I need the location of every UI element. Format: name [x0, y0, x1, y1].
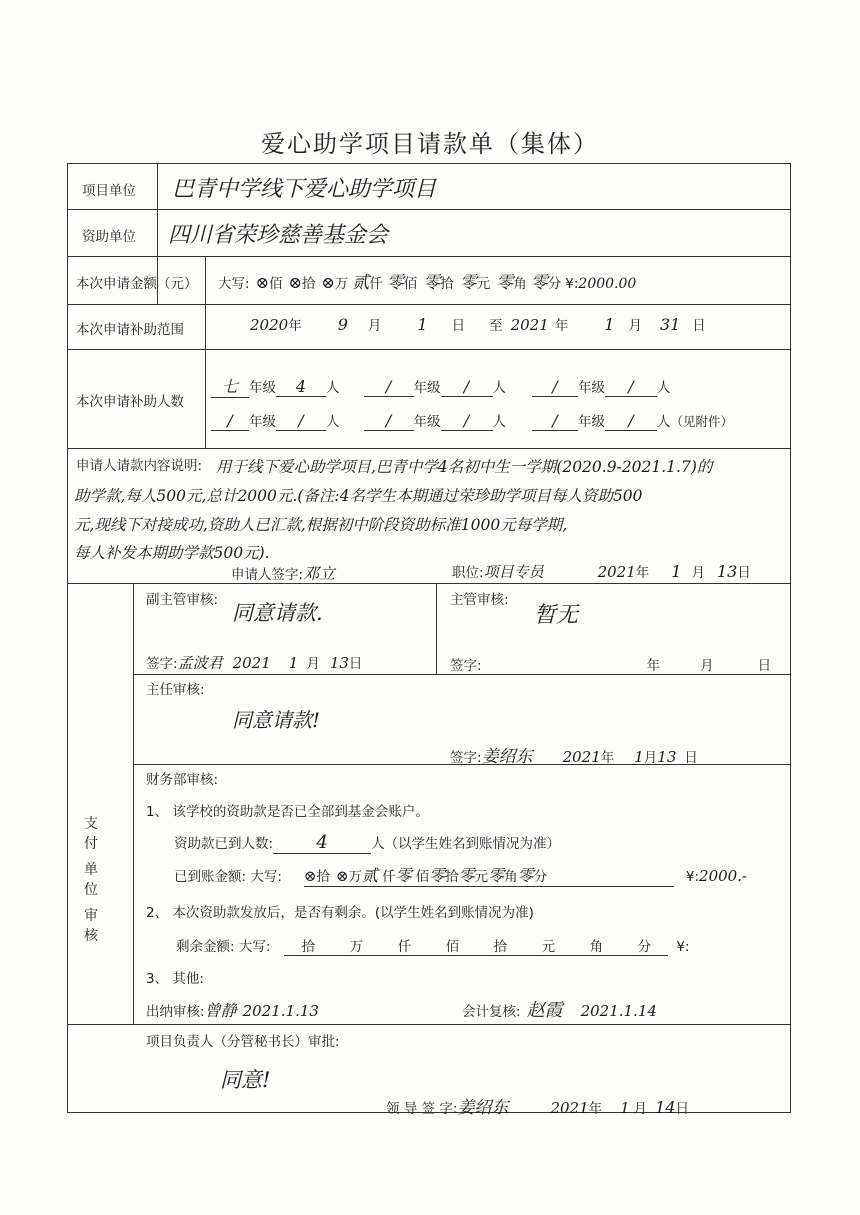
side-label-3: 审核: [84, 908, 114, 944]
amount-digit: 零: [459, 273, 477, 293]
question-1: 1、 该学校的资助款是否已全部到基金会账户。: [146, 804, 429, 820]
person-unit: 人: [492, 414, 506, 430]
amount-digit: 零: [496, 273, 514, 293]
person-unit: 人: [657, 380, 671, 396]
amount-daxie-label: 大写:: [218, 276, 250, 292]
explanation-line: 助学款,每人500元,总计2000元.(备注:4名学生本期通过荣珍助学项目每人资助500: [74, 487, 643, 505]
grade-value: /: [532, 377, 578, 397]
grade-value: /: [364, 411, 414, 431]
month-unit: 月: [643, 750, 658, 766]
count-value: 4: [276, 377, 326, 397]
arrived-digit: ⊗: [335, 867, 349, 885]
director-signer: 姜绍东: [481, 747, 533, 767]
month-unit: 月: [633, 1101, 648, 1117]
grade-unit: 年级: [413, 380, 441, 396]
rule: [68, 349, 790, 350]
arrived-unit: 分: [533, 869, 548, 885]
accountant-signer: 赵霞: [526, 1000, 563, 1021]
arrived-unit: 拾: [445, 869, 459, 885]
deputy-month: 1: [288, 654, 299, 672]
director-month: 1: [634, 748, 644, 766]
arrived-yen-label: ¥:: [685, 869, 700, 885]
arrived-unit: 拾: [316, 869, 330, 885]
apply-year: 2021: [597, 563, 636, 581]
question-2: 2、 本次资助款发放后，是否有剩余。(以学生姓名到账情况为准): [146, 905, 534, 921]
director-sign-row: [450, 742, 698, 767]
amount-digit: 零: [423, 273, 441, 293]
remain-unit: 拾: [493, 939, 508, 955]
remain-unit: 元: [541, 939, 556, 955]
rule: [133, 583, 134, 1024]
year-unit: 年: [288, 318, 302, 334]
arrived-people-value: 4: [273, 832, 371, 854]
year-unit: 年: [588, 1101, 603, 1117]
main-review-label: 主管审核:: [450, 592, 509, 608]
approval-month: 1: [620, 1099, 630, 1117]
rule: [436, 583, 437, 674]
explanation-line: 元,现线下对接成功,资助人已汇款,根据初中阶段资助标准1000元每学期,: [74, 516, 568, 534]
amount-unit: 拾: [301, 276, 316, 292]
count-value: /: [605, 377, 657, 397]
funder-value: 四川省荣珍慈善基金会: [168, 223, 389, 248]
amount-unit: 仟: [369, 276, 383, 292]
explanation-label: 申请人请款内容说明:: [76, 458, 203, 474]
accountant-label: 会计复核:: [462, 1004, 521, 1020]
arrived-people-label: 资助款已到人数:: [174, 836, 274, 852]
deputy-review-label: 副主管审核:: [146, 592, 219, 608]
remain-unit: 仟: [397, 939, 412, 955]
deputy-signer: 孟波君: [177, 654, 223, 672]
month-unit: 月: [691, 565, 705, 581]
rule: [68, 209, 790, 210]
arrived-unit: 仟: [382, 869, 396, 885]
arrived-unit: 万: [348, 869, 363, 885]
director-day: 13: [657, 748, 677, 766]
question-3: 3、 其他:: [146, 971, 204, 987]
amount-digit: 贰: [352, 273, 370, 293]
arrived-amount-row: [174, 863, 747, 887]
sign-label: 签字:: [450, 658, 482, 674]
remain-unit: 角: [589, 939, 604, 955]
rule: [205, 256, 206, 449]
year-unit: 年: [635, 565, 650, 581]
arrived-unit: 元: [474, 869, 489, 885]
director-comment: 同意请款!: [232, 708, 321, 732]
grade-unit: 年级: [578, 380, 605, 396]
month-unit: 月: [628, 318, 642, 334]
cashier-signer: 曾静: [204, 1001, 237, 1020]
amount-row: [218, 268, 636, 293]
range-label: 本次申请补助范围: [76, 322, 184, 338]
project-unit-value: 巴青中学线下爱心助学项目: [172, 177, 437, 202]
remain-row: [176, 935, 690, 956]
position-value: 项目专员: [483, 563, 544, 581]
people-row-2: [211, 410, 733, 431]
grade-value: /: [211, 411, 249, 431]
rule: [68, 304, 790, 305]
range-row: [250, 314, 706, 334]
people-note: （见附件）: [670, 414, 734, 429]
amount-unit: 拾: [440, 276, 454, 292]
amount-unit: 元: [476, 276, 491, 292]
amount-digit: ⊗: [255, 273, 269, 292]
range-end-month: 1: [604, 315, 615, 334]
day-unit: 日: [675, 1101, 690, 1117]
explanation-line: 每人补发本期助学款500元).: [74, 544, 270, 562]
arrived-digit: 零: [429, 866, 446, 885]
count-value: /: [276, 411, 326, 431]
arrived-yen-value: 2000.-: [699, 867, 748, 885]
cashier-label: 出纳审核:: [146, 1004, 205, 1020]
amount-yen-value: 2000.00: [578, 276, 637, 292]
approval-label: 项目负责人（分管秘书长）审批:: [146, 1034, 340, 1050]
applicant-signer: 邓立: [303, 564, 336, 583]
remain-unit: 分: [637, 939, 652, 955]
explanation-line: 用于线下爱心助学项目,巴青中学4名初中生一学期(2020.9-2021.1.7)的: [216, 458, 713, 476]
range-end-year: 2021: [510, 316, 549, 334]
day-unit: 日: [451, 318, 466, 334]
accountant-date: 2021.1.14: [580, 1002, 657, 1020]
remain-unit: 万: [349, 939, 364, 955]
grade-value: 七: [211, 374, 249, 398]
approval-comment: 同意!: [220, 1068, 271, 1092]
day-unit: 日: [692, 318, 706, 334]
grade-unit: 年级: [249, 380, 276, 396]
apply-month: 1: [671, 562, 682, 581]
side-label-1: 支付: [84, 816, 114, 852]
arrived-digit: 零: [517, 866, 534, 885]
amount-unit: 万: [334, 276, 349, 292]
arrived-amount-line: [304, 863, 674, 887]
month-unit: 月: [306, 656, 320, 672]
count-value: /: [441, 411, 493, 431]
amount-digit: ⊗: [321, 273, 335, 292]
year-unit: 年: [646, 658, 661, 674]
side-label: [84, 814, 114, 946]
cashier-date: 2021.1.13: [242, 1002, 319, 1020]
arrived-digit: 零: [458, 866, 475, 885]
rule: [68, 448, 790, 449]
range-start-day: 1: [417, 315, 428, 334]
grade-unit: 年级: [578, 414, 605, 430]
arrived-unit: 佰: [415, 869, 430, 885]
funder-label: 资助单位: [82, 229, 136, 245]
approval-day: 14: [655, 1098, 676, 1117]
arrived-unit: 角: [504, 869, 518, 885]
arrived-people-row: [174, 832, 560, 854]
people-label: 本次申请补助人数: [76, 394, 184, 410]
sign-label: 签字:: [450, 750, 482, 766]
amount-unit: 佰: [403, 276, 418, 292]
accountant-row: [462, 996, 657, 1022]
cashier-row: [146, 998, 319, 1021]
position-row: [452, 561, 751, 582]
project-unit-label: 项目单位: [82, 183, 136, 199]
amount-label: 本次申请金额（元）: [76, 276, 198, 292]
deputy-year: 2021: [232, 654, 271, 672]
approval-year: 2021: [550, 1099, 589, 1117]
rule: [68, 1024, 790, 1025]
amount-unit: 佰: [268, 276, 283, 292]
position-label: 职位:: [452, 565, 484, 581]
grade-unit: 年级: [249, 414, 276, 430]
arrived-digit: 零: [488, 866, 505, 885]
remain-unit: 拾: [301, 939, 316, 955]
rule: [68, 256, 790, 257]
arrived-digit: 零: [395, 866, 412, 885]
amount-digit: ⊗: [288, 273, 302, 292]
rule: [68, 583, 790, 584]
range-start-year: 2020: [250, 316, 289, 334]
apply-day: 13: [716, 562, 738, 581]
arrived-amount-label: 已到账金额: 大写:: [174, 869, 282, 885]
deputy-comment: 同意请款.: [232, 601, 323, 625]
rule: [133, 674, 790, 675]
sign-label: 签字:: [146, 656, 178, 672]
remain-yen-label: ¥:: [676, 939, 690, 955]
amount-unit: 角: [513, 276, 527, 292]
year-unit: 年: [554, 318, 569, 334]
year-unit: 年: [600, 750, 615, 766]
main-comment: 暂无: [534, 603, 579, 628]
range-to: 至: [489, 318, 503, 334]
signer-label: 申请人签字:: [231, 567, 304, 583]
deputy-day: 13: [329, 654, 349, 672]
leader-label: 领 导 签 字:: [386, 1101, 458, 1117]
deputy-sign-row: [146, 652, 362, 673]
arrived-digit: ⊗: [303, 867, 317, 885]
person-unit: 人: [492, 380, 506, 396]
applicant-sign-row: [231, 561, 335, 584]
remain-label: 剩余金额: 大写:: [176, 939, 271, 955]
day-unit: 日: [684, 750, 698, 766]
arrived-digit: 贰: [362, 866, 379, 885]
grade-unit: 年级: [413, 414, 441, 430]
form-title: 爱心助学项目请款单（集体）: [261, 130, 599, 158]
person-unit: 人: [326, 414, 340, 430]
day-unit: 日: [737, 565, 751, 581]
main-sign-row: [450, 654, 771, 674]
finance-dept-label: 财务部审核:: [146, 772, 219, 788]
people-row-1: [211, 374, 671, 398]
form-frame: [67, 163, 791, 1118]
leader-sign-row: [386, 1093, 689, 1118]
leader-signer: 姜绍东: [457, 1098, 509, 1118]
month-unit: 月: [367, 318, 382, 334]
amount-digit: 零: [530, 273, 548, 293]
day-unit: 日: [757, 658, 772, 674]
director-review-label: 主任审核:: [146, 682, 205, 698]
amount-unit: 分: [547, 276, 562, 292]
director-year: 2021: [562, 748, 601, 766]
amount-yen-label: ¥:: [565, 276, 579, 292]
range-start-month: 9: [337, 315, 348, 334]
person-unit: 人: [326, 380, 340, 396]
count-value: /: [605, 411, 657, 431]
month-unit: 月: [700, 658, 714, 674]
grade-value: /: [364, 377, 414, 397]
remain-unit: 佰: [445, 939, 460, 955]
grade-value: /: [532, 411, 578, 431]
person-unit: 人: [657, 414, 671, 430]
day-unit: 日: [348, 656, 363, 672]
remain-line: [284, 935, 668, 956]
range-end-day: 31: [659, 315, 681, 334]
arrived-people-unit: 人（以学生姓名到账情况为准）: [371, 836, 561, 852]
count-value: /: [441, 377, 493, 397]
side-label-2: 单位: [84, 862, 114, 898]
amount-digit: 零: [386, 273, 404, 293]
